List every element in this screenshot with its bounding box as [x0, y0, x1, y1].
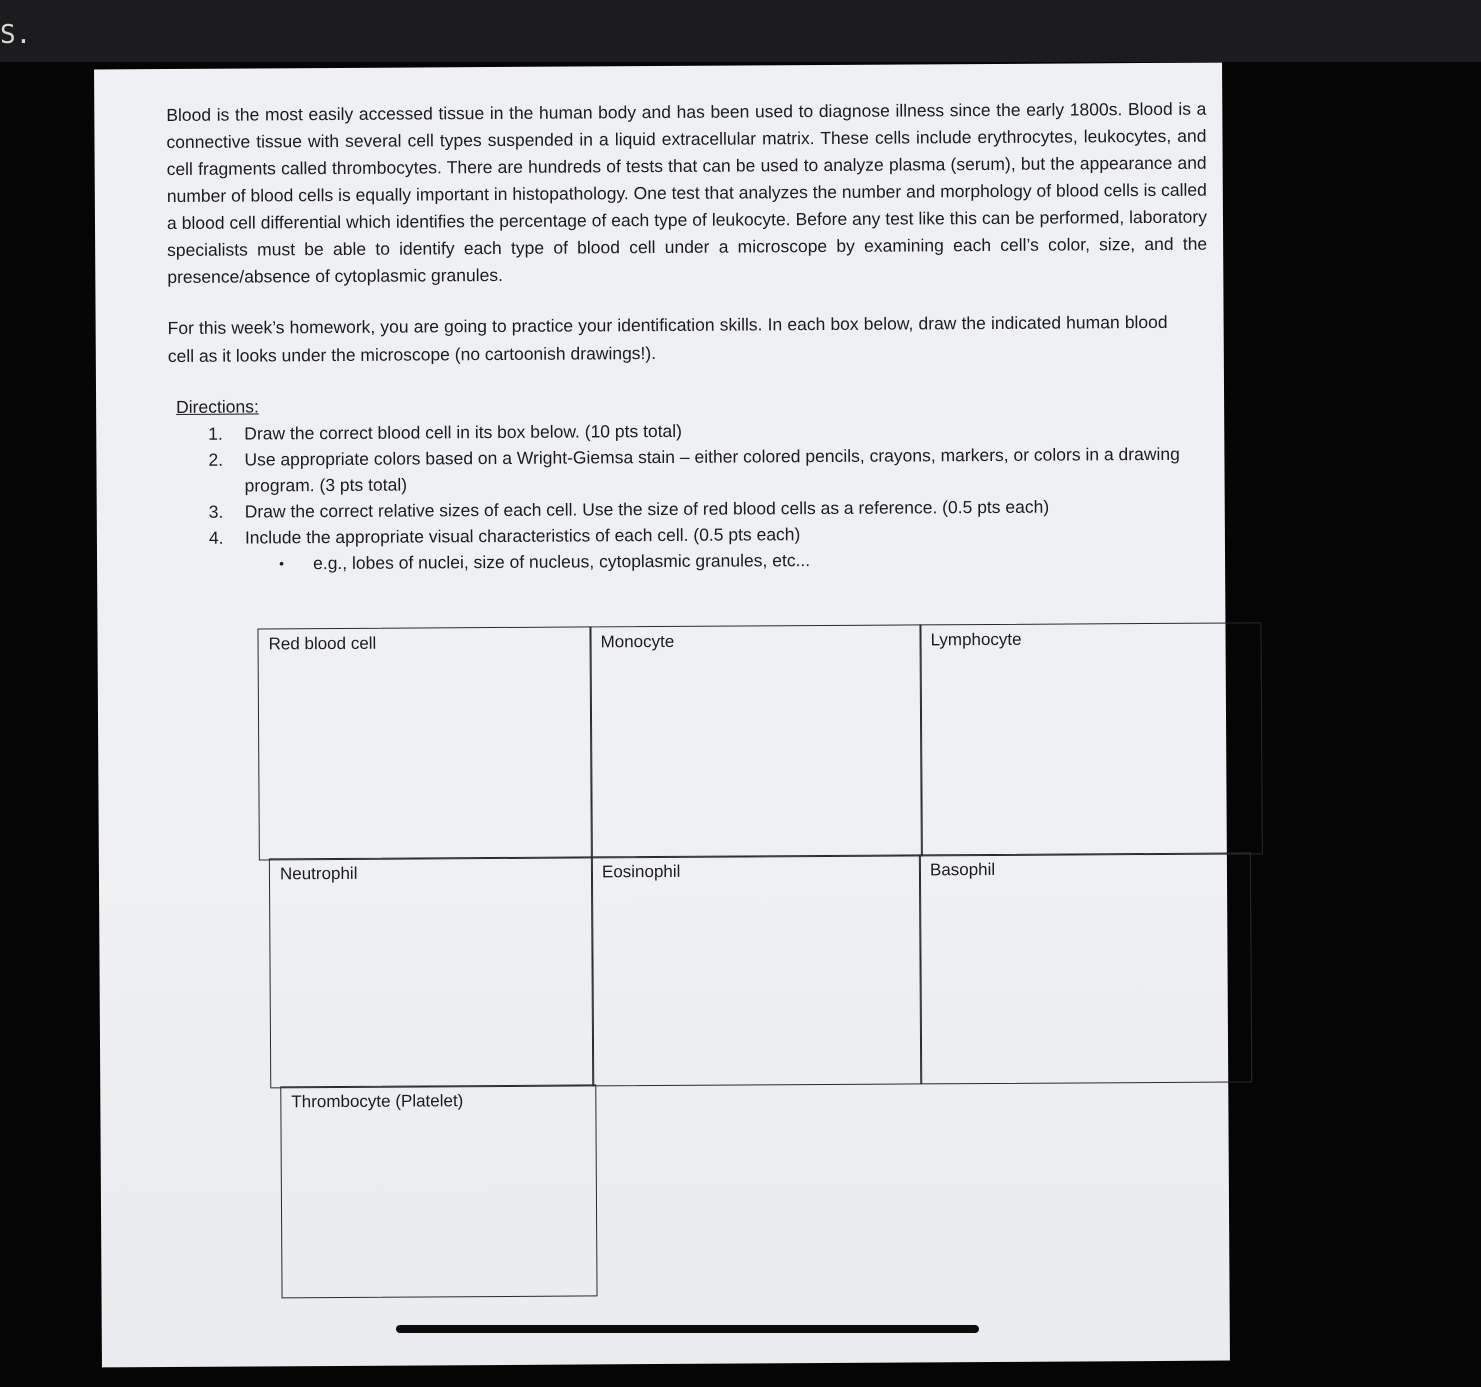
drawing-box-red-blood-cell[interactable]	[257, 626, 592, 860]
direction-text: Draw the correct relative sizes of each cell. Use the size of red blood cells as a reference. (0.5 pts each)	[244, 496, 1050, 522]
home-indicator-bar[interactable]	[396, 1325, 979, 1333]
drawing-box-monocyte[interactable]	[589, 624, 922, 858]
box-label: Monocyte	[600, 631, 675, 652]
box-label: Thrombocyte (Platelet)	[291, 1091, 464, 1112]
document-page	[94, 63, 1230, 1368]
direction-text: Include the appropriate visual characteristics of each cell. (0.5 pts each)	[244, 524, 801, 548]
direction-number: 3.	[208, 501, 224, 522]
homework-paragraph: For this week’s homework, you are going to practice your identification skills. In each box below, draw the indicated human blood cell as it looks under the microscope (no cartoonish drawings!).	[167, 311, 1168, 367]
direction-number: 4.	[208, 527, 224, 548]
box-label: Red blood cell	[268, 633, 377, 654]
intro-paragraph: Blood is the most easily accessed tissue in the human body and has been used to diagnose illness since the early 1800s. Blood is a connective tissue with several cell types suspended in a liquid extracellular matrix. These cells include erythrocytes, leukocytes, and cell fragments called thrombocytes. There are hundreds of tests that can be used to analyze plasma (serum), but the appearance and number of blood cells is equally important in histopathology. One test that analyzes the number and morphology of blood cells is called a blood cell differential which identifies the percentage of each type of leukocyte. Before any test like this can be performed, laboratory specialists must be able to identify each type of blood cell under a microscope by examining each cell’s color, size, and the presence/absence of cytoplasmic granules.	[166, 98, 1208, 288]
drawing-box-thrombocyte[interactable]	[280, 1084, 597, 1298]
directions-list	[208, 415, 1199, 577]
drawing-box-lymphocyte[interactable]	[919, 622, 1262, 856]
sub-bullet-text: e.g., lobes of nuclei, size of nucleus, cytoplasmic granules, etc...	[313, 550, 811, 574]
drawing-grid	[257, 622, 1265, 1298]
box-label: Eosinophil	[601, 861, 681, 882]
drawing-box-neutrophil[interactable]	[269, 856, 594, 1088]
sub-bullet-item	[279, 545, 1199, 577]
box-label: Lymphocyte	[930, 629, 1022, 650]
direction-number: 2.	[208, 449, 224, 470]
drawing-box-eosinophil[interactable]	[591, 854, 922, 1086]
box-label: Basophil	[929, 859, 996, 880]
direction-item	[208, 441, 1198, 499]
top-bar-text: S.	[0, 20, 32, 50]
box-label: Neutrophil	[279, 863, 358, 884]
direction-text: Draw the correct blood cell in its box below. (10 pts total)	[244, 420, 683, 444]
directions-heading: Directions:	[176, 396, 259, 417]
direction-text: Use appropriate colors based on a Wright-Giemsa stain – either colored pencils, crayons, markers, or colors in a drawing program. (3 pts total)	[244, 443, 1180, 496]
worksheet-content	[166, 93, 1208, 1112]
bullet-icon: •	[279, 555, 285, 572]
drawing-box-basophil[interactable]	[919, 852, 1252, 1084]
direction-number: 1.	[208, 423, 223, 444]
browser-top-bar	[0, 0, 1481, 62]
